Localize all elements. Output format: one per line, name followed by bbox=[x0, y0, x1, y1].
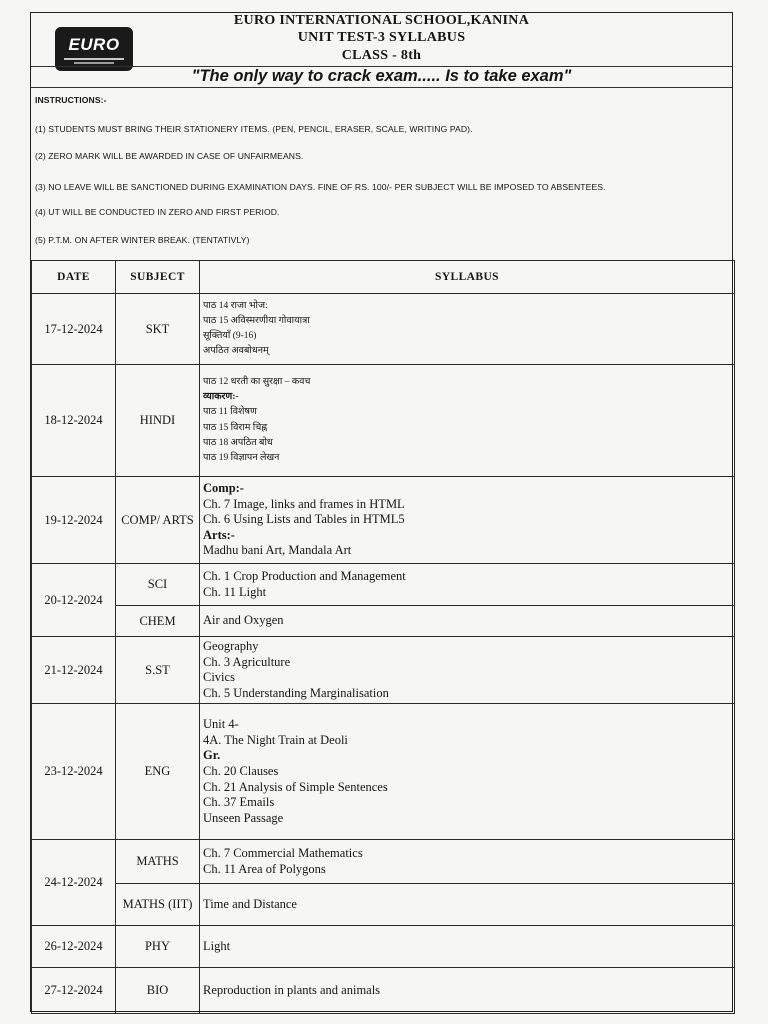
syllabus-subheading: व्याकरण:- bbox=[203, 392, 239, 403]
instructions-title: INSTRUCTIONS:- bbox=[35, 95, 107, 105]
syllabus-line: Unit 4- bbox=[203, 717, 239, 732]
syllabus-line: Ch. 7 Commercial Mathematics bbox=[203, 846, 363, 861]
subject-cell: ENG bbox=[116, 704, 200, 840]
table-row bbox=[32, 704, 735, 840]
date-header: DATE bbox=[32, 261, 116, 294]
date-cell: 20-12-2024 bbox=[32, 564, 116, 637]
syllabus-line: Ch. 1 Crop Production and Management bbox=[203, 568, 406, 583]
date-cell: 19-12-2024 bbox=[32, 477, 116, 564]
syllabus-subheading: Gr. bbox=[203, 748, 221, 763]
syllabus-subheading: Arts:- bbox=[203, 527, 235, 542]
syllabus-cell bbox=[200, 477, 735, 564]
table-row bbox=[32, 926, 735, 968]
syllabus-header: SYLLABUS bbox=[200, 261, 735, 294]
syllabus-line: Unseen Passage bbox=[203, 810, 284, 825]
syllabus-line: Ch. 20 Clauses bbox=[203, 764, 279, 779]
table-row bbox=[32, 884, 735, 926]
syllabus-sheet bbox=[30, 12, 733, 1012]
syllabus-line: Time and Distance bbox=[203, 897, 297, 912]
syllabus-line: Air and Oxygen bbox=[203, 613, 284, 628]
syllabus-line: Ch. 11 Area of Polygons bbox=[203, 861, 326, 876]
syllabus-line: Ch. 3 Agriculture bbox=[203, 654, 291, 669]
syllabus-line: Geography bbox=[203, 639, 259, 653]
syllabus-line: Ch. 37 Emails bbox=[203, 795, 275, 810]
table-row bbox=[32, 564, 735, 606]
table-row bbox=[32, 294, 735, 365]
subject-header: SUBJECT bbox=[116, 261, 200, 294]
syllabus-line: Ch. 11 Light bbox=[203, 584, 267, 599]
date-cell: 17-12-2024 bbox=[32, 294, 116, 365]
date-cell: 23-12-2024 bbox=[32, 704, 116, 840]
instruction-item: (5) P.T.M. ON AFTER WINTER BREAK. (TENTATIVLY) bbox=[35, 235, 250, 245]
class-title: CLASS - 8th bbox=[341, 48, 422, 63]
school-name: EURO INTERNATIONAL SCHOOL,KANINA bbox=[233, 13, 530, 28]
syllabus-line: पाठ 15 विराम चिह्न bbox=[203, 422, 268, 433]
syllabus-line: पाठ 15 अविस्मरणीया गोवायात्रा bbox=[203, 315, 310, 326]
subject-cell: HINDI bbox=[116, 365, 200, 477]
date-cell: 21-12-2024 bbox=[32, 637, 116, 704]
syllabus-cell bbox=[200, 294, 735, 365]
table-row bbox=[32, 477, 735, 564]
subject-cell: CHEM bbox=[116, 606, 200, 637]
syllabus-line: अपठित अवबोधनम् bbox=[203, 346, 269, 357]
instruction-item: (1) STUDENTS MUST BRING THEIR STATIONERY ITEMS. (PEN, PENCIL, ERASER, SCALE, WRITING PAD). bbox=[35, 124, 473, 134]
syllabus-cell bbox=[200, 564, 735, 606]
syllabus-cell bbox=[200, 637, 735, 704]
table-row bbox=[32, 606, 735, 637]
syllabus-line: Ch. 21 Analysis of Simple Sentences bbox=[203, 779, 388, 794]
syllabus-line: 4A. The Night Train at Deoli bbox=[203, 732, 348, 747]
syllabus-cell bbox=[200, 884, 735, 926]
syllabus-line: Light bbox=[203, 939, 231, 954]
logo-text: EURO bbox=[68, 34, 120, 54]
motto: "The only way to crack exam..... Is to take exam" bbox=[191, 67, 572, 85]
table-row bbox=[32, 840, 735, 884]
subject-cell: SCI bbox=[116, 564, 200, 606]
table-row bbox=[32, 968, 735, 1014]
exam-title: UNIT TEST-3 SYLLABUS bbox=[297, 30, 466, 45]
syllabus-line: Ch. 7 Image, links and frames in HTML bbox=[203, 496, 405, 511]
date-cell: 26-12-2024 bbox=[32, 926, 116, 968]
syllabus-line: Madhu bani Art, Mandala Art bbox=[203, 543, 352, 558]
syllabus-line: Civics bbox=[203, 670, 235, 685]
table-header-row bbox=[32, 261, 735, 294]
instruction-item: (3) NO LEAVE WILL BE SANCTIONED DURING EXAMINATION DAYS. FINE OF RS. 100/- PER SUBJECT WILL BE IMPOSED TO ABSENTEES. bbox=[35, 182, 606, 192]
syllabus-line: Ch. 6 Using Lists and Tables in HTML5 bbox=[203, 512, 405, 527]
syllabus-line: पाठ 18 अपठित बोध bbox=[203, 437, 273, 448]
syllabus-cell bbox=[200, 365, 735, 477]
syllabus-cell bbox=[200, 704, 735, 840]
syllabus-cell bbox=[200, 968, 735, 1014]
syllabus-line: पाठ 12 धरती का सुरक्षा – कवच bbox=[203, 376, 311, 387]
date-cell: 27-12-2024 bbox=[32, 968, 116, 1014]
syllabus-line: पाठ 19 विज्ञापन लेखन bbox=[203, 452, 280, 463]
subject-cell: S.ST bbox=[116, 637, 200, 704]
syllabus-cell bbox=[200, 606, 735, 637]
syllabus-line: पाठ 14 राजा भोज: bbox=[203, 300, 268, 311]
subject-cell: SKT bbox=[116, 294, 200, 365]
subject-cell: BIO bbox=[116, 968, 200, 1014]
subject-cell: MATHS (IIT) bbox=[116, 884, 200, 926]
syllabus-line: Ch. 5 Understanding Marginalisation bbox=[203, 685, 389, 700]
syllabus-table bbox=[31, 260, 735, 1014]
syllabus-cell bbox=[200, 926, 735, 968]
date-cell: 24-12-2024 bbox=[32, 840, 116, 926]
instruction-item: (2) ZERO MARK WILL BE AWARDED IN CASE OF UNFAIRMEANS. bbox=[35, 151, 304, 161]
date-cell: 18-12-2024 bbox=[32, 365, 116, 477]
syllabus-subheading: Comp:- bbox=[203, 481, 244, 496]
motto-divider bbox=[31, 87, 732, 88]
subject-cell: COMP/ ARTS bbox=[116, 477, 200, 564]
subject-cell: PHY bbox=[116, 926, 200, 968]
table-row bbox=[32, 365, 735, 477]
syllabus-line: Reproduction in plants and animals bbox=[203, 983, 381, 998]
syllabus-line: सूक्तियाँ (9-16) bbox=[203, 331, 257, 341]
syllabus-line: पाठ 11 विशेषण bbox=[203, 407, 257, 418]
syllabus-cell bbox=[200, 840, 735, 884]
table-row bbox=[32, 637, 735, 704]
subject-cell: MATHS bbox=[116, 840, 200, 884]
instruction-item: (4) UT WILL BE CONDUCTED IN ZERO AND FIRST PERIOD. bbox=[35, 207, 280, 217]
